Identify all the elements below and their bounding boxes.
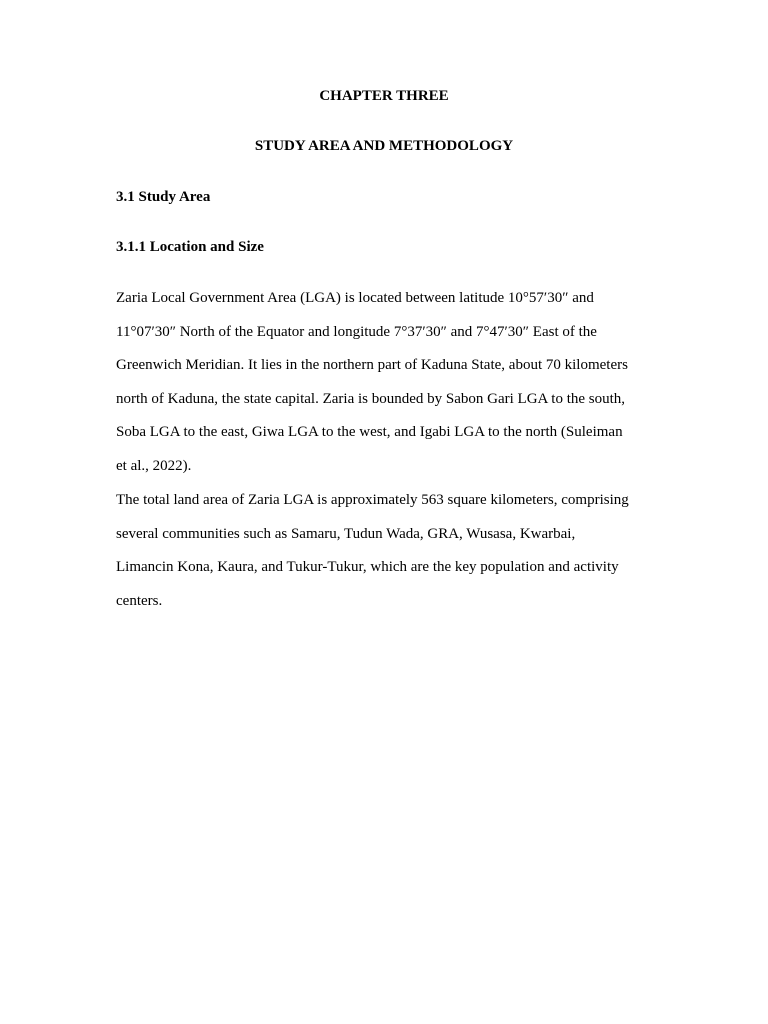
paragraph-line: The total land area of Zaria LGA is approximately 563 square kilometers, comprising <box>116 492 629 508</box>
heading-study-area: 3.1 Study Area <box>116 189 211 205</box>
paragraph-line: Zaria Local Government Area (LGA) is located between latitude 10°57′30″ and <box>116 290 594 306</box>
paragraph-size <box>116 491 656 625</box>
paragraph-line: et al., 2022). <box>116 457 192 474</box>
paragraph-line: Greenwich Meridian. It lies in the northern part of Kaduna State, about 70 kilometers <box>116 357 628 374</box>
paragraph-line: Limancin Kona, Kaura, and Tukur-Tukur, which are the key population and activity <box>116 559 619 576</box>
section-title: STUDY AREA AND METHODOLOGY <box>254 138 514 154</box>
paragraph-location <box>116 289 656 491</box>
paragraph-line: north of Kaduna, the state capital. Zaria is bounded by Sabon Gari LGA to the south, <box>116 390 626 407</box>
paragraph-line: Soba LGA to the east, Giwa LGA to the west, and Igabi LGA to the north (Suleiman <box>116 424 623 441</box>
heading-location-and-size: 3.1.1 Location and Size <box>116 239 264 255</box>
paragraph-line: several communities such as Samaru, Tudun Wada, GRA, Wusasa, Kwarbai, <box>116 525 576 542</box>
paragraph-line: centers. <box>116 592 163 609</box>
paragraph-line: 11°07′30″ North of the Equator and longitude 7°37′30″ and 7°47′30″ East of the <box>116 323 597 340</box>
chapter-title: CHAPTER THREE <box>319 88 449 104</box>
